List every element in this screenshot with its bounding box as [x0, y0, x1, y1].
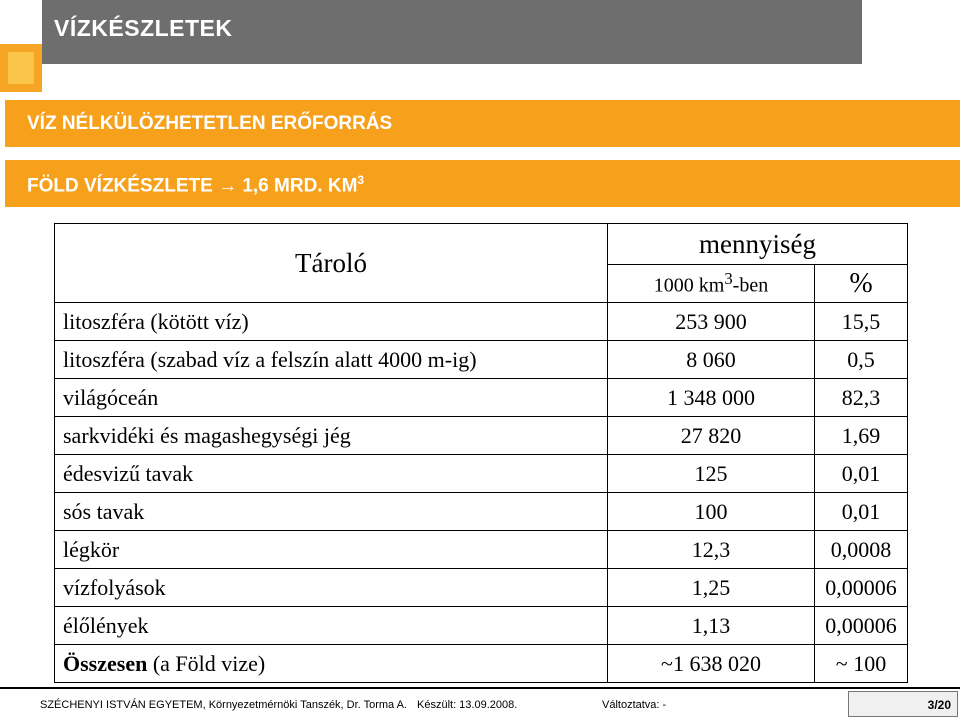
table-row — [55, 607, 908, 645]
page-number: 3/20 — [927, 698, 951, 712]
row-value: 12,3 — [608, 531, 815, 569]
arrow-right-icon: → — [218, 175, 238, 197]
row-name: légkör — [55, 531, 608, 569]
slide-title: VÍZKÉSZLETEK — [54, 15, 233, 41]
table-row — [55, 303, 908, 341]
page-indicator — [848, 691, 958, 717]
row-value: 1,25 — [608, 569, 815, 607]
accent-square — [0, 44, 42, 92]
row-pct: 15,5 — [815, 303, 908, 341]
header-pct: % — [815, 265, 908, 303]
row-pct: 0,01 — [815, 493, 908, 531]
table-row — [55, 379, 908, 417]
subtitle-1: VÍZ NÉLKÜLÖZHETETLEN ERŐFORRÁS — [27, 113, 393, 134]
row-name: élőlények — [55, 607, 608, 645]
total-name — [55, 645, 608, 683]
row-pct: 0,5 — [815, 341, 908, 379]
row-pct: 1,69 — [815, 417, 908, 455]
row-pct: 0,0008 — [815, 531, 908, 569]
row-value: 8 060 — [608, 341, 815, 379]
header-mennyiseg: mennyiség — [608, 224, 908, 265]
header-unit-post: -ben — [732, 274, 769, 297]
table-row — [55, 341, 908, 379]
total-row — [55, 645, 908, 683]
row-pct: 82,3 — [815, 379, 908, 417]
subtitle-2-value: 1,6 MRD. KM — [237, 175, 358, 197]
table-row — [55, 455, 908, 493]
row-name: sarkvidéki és magashegységi jég — [55, 417, 608, 455]
total-value: ~1 638 020 — [608, 645, 815, 683]
row-value: 253 900 — [608, 303, 815, 341]
row-value: 100 — [608, 493, 815, 531]
subtitle-bar-2 — [5, 160, 960, 207]
footer — [0, 690, 960, 716]
subtitle-2-sup: 3 — [357, 173, 365, 187]
table-row — [55, 417, 908, 455]
footer-divider — [0, 687, 960, 689]
subtitle-2-pre: FÖLD VÍZKÉSZLETE — [27, 175, 219, 197]
header-unit — [608, 265, 815, 303]
total-rest: (a Föld vize) — [147, 650, 266, 676]
header-unit-sup: 3 — [724, 269, 733, 289]
row-name: litoszféra (kötött víz) — [55, 303, 608, 341]
row-value: 27 820 — [608, 417, 815, 455]
water-resources-table — [54, 223, 908, 683]
row-pct: 0,00006 — [815, 569, 908, 607]
row-name: sós tavak — [55, 493, 608, 531]
footer-modified: Változtatva: - — [602, 699, 667, 711]
row-value: 1 348 000 — [608, 379, 815, 417]
header-taro: Tároló — [55, 224, 608, 303]
total-pct: ~ 100 — [815, 645, 908, 683]
row-value: 1,13 — [608, 607, 815, 645]
row-pct: 0,00006 — [815, 607, 908, 645]
footer-institution: SZÉCHENYI ISTVÁN EGYETEM, Környezetmérnöki Tanszék, Dr. Torma A. — [40, 699, 407, 711]
table-row — [55, 493, 908, 531]
total-bold: Összesen — [63, 650, 148, 676]
header-unit-pre: 1000 km — [653, 274, 725, 297]
title-bar — [42, 0, 862, 64]
row-pct: 0,01 — [815, 455, 908, 493]
row-name: vízfolyások — [55, 569, 608, 607]
row-name: édesvizű tavak — [55, 455, 608, 493]
table-row — [55, 569, 908, 607]
table-row — [55, 531, 908, 569]
row-name: világóceán — [55, 379, 608, 417]
subtitle-bar-1 — [5, 100, 960, 147]
footer-created: Készült: 13.09.2008. — [417, 699, 518, 711]
row-value: 125 — [608, 455, 815, 493]
subtitle-2 — [27, 173, 364, 197]
row-name: litoszféra (szabad víz a felszín alatt 4000 m-ig) — [55, 341, 608, 379]
